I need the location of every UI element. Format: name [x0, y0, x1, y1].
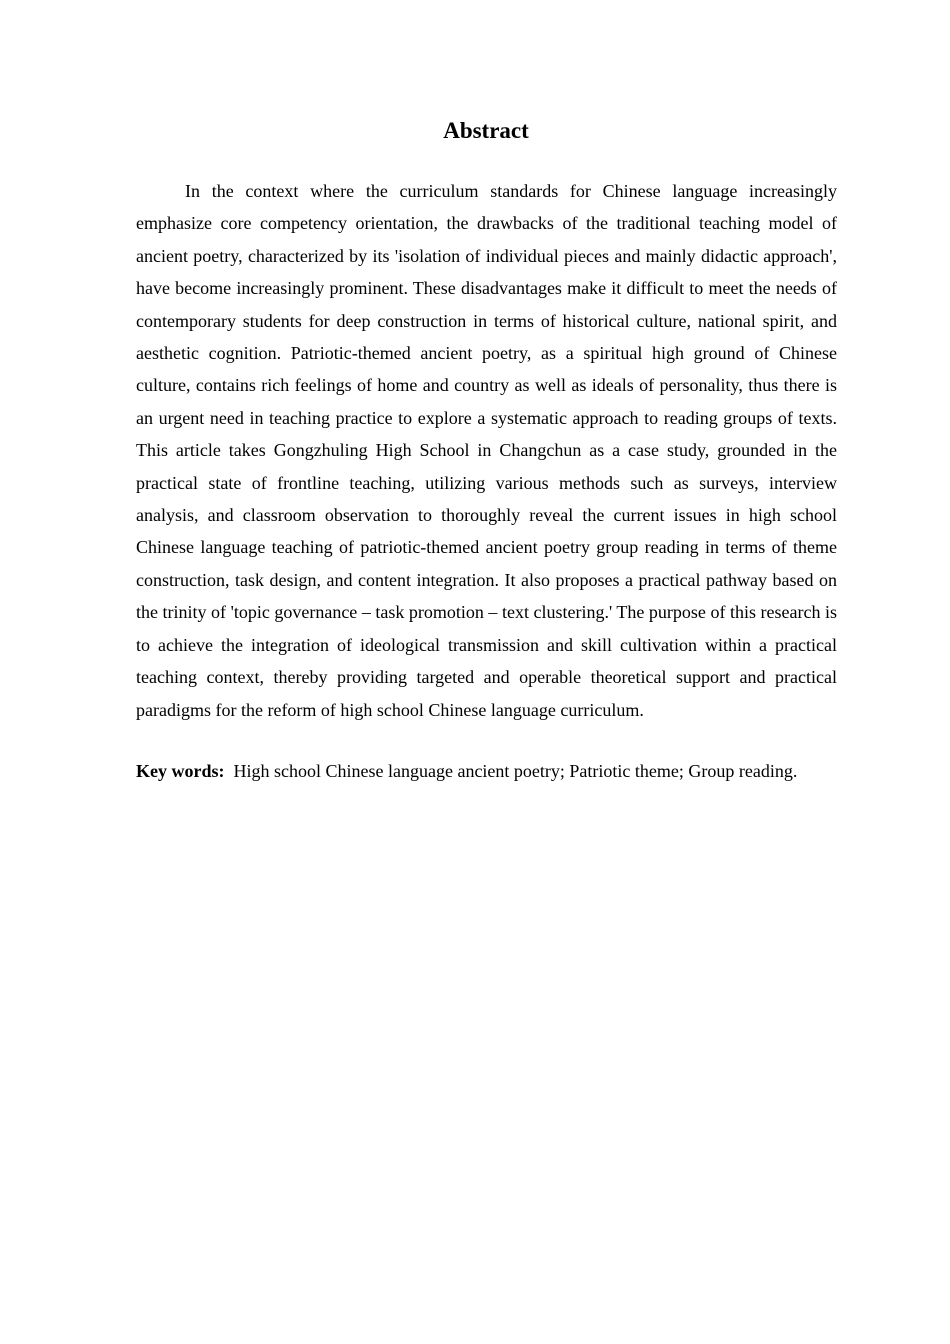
keywords-label: Key words: [136, 760, 225, 781]
keywords-text: High school Chinese language ancient poetry; Patriotic theme; Group reading. [233, 760, 798, 781]
abstract-body-paragraph: In the context where the curriculum standards for Chinese language increasingly emphasize core competency orientation, the drawbacks of the traditional teaching model of ancient poetry, characterized by its 'isolation of individual pieces and mainly didactic approach', have become increasingly prominent. These disadvantages make it difficult to meet the needs of contemporary students for deep construction in terms of historical culture, national spirit, and aesthetic cognition. Patriotic-themed ancient poetry, as a spiritual high ground of Chinese culture, contains rich feelings of home and country as well as ideals of personality, thus there is an urgent need in teaching practice to explore a systematic approach to reading groups of texts. This article takes Gongzhuling High School in Changchun as a case study, grounded in the practical state of frontline teaching, utilizing various methods such as surveys, interview analysis, and classroom observation to thoroughly reveal the current issues in high school Chinese language teaching of patriotic-themed ancient poetry group reading in terms of theme construction, task design, and content integration. It also proposes a practical pathway based on the trinity of 'topic governance – task promotion – text clustering.' The purpose of this research is to achieve the integration of ideological transmission and skill cultivation within a practical teaching context, thereby providing targeted and operable theoretical support and practical paradigms for the reform of high school Chinese language curriculum. [136, 181, 837, 720]
abstract-title: Abstract [443, 118, 529, 143]
keywords-paragraph [136, 755, 837, 787]
abstract-content [136, 175, 837, 787]
